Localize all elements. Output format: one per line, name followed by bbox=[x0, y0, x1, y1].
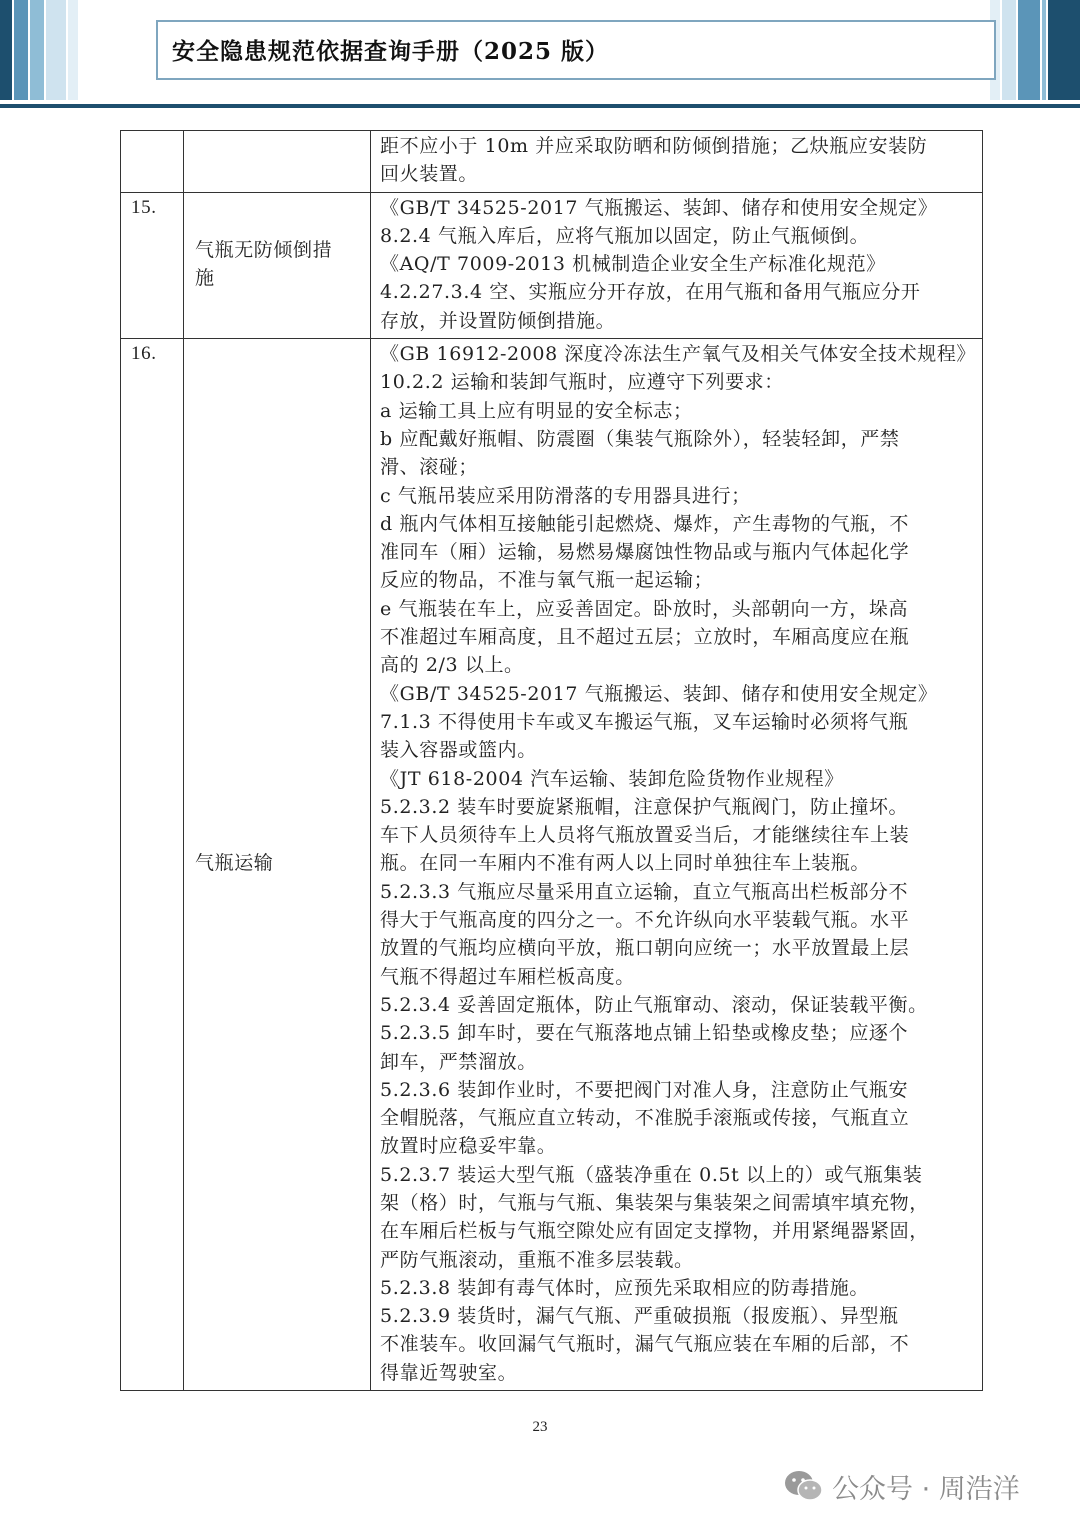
table-row bbox=[121, 192, 983, 338]
basis-line: 《AQ/T 7009-2013 机械制造企业安全生产标准化规范》 bbox=[380, 253, 886, 276]
page-title: 安全隐患规范依据查询手册（2025 版） bbox=[172, 38, 610, 65]
basis-line: a 运输工具上应有明显的安全标志； bbox=[380, 399, 693, 422]
basis-line: 准同车（厢）运输，易燃易爆腐蚀性物品或与瓶内气体起化学 bbox=[380, 541, 910, 564]
basis-line: 5.2.3.6 装卸作业时，不要把阀门对准人身，注意防止气瓶安 bbox=[380, 1078, 909, 1101]
hazard-item: 气瓶无防倾倒措施 bbox=[184, 192, 371, 338]
basis-line: 5.2.3.4 妥善固定瓶体，防止气瓶窜动、滚动，保证装载平衡。 bbox=[380, 993, 928, 1016]
basis-line: 严防气瓶滚动，重瓶不准多层装载。 bbox=[380, 1248, 694, 1271]
basis-line: 不准超过车厢高度，且不超过五层；立放时，车厢高度应在瓶 bbox=[380, 626, 910, 649]
basis-line: 放置的气瓶均应横向平放，瓶口朝向应统一；水平放置最上层 bbox=[380, 937, 910, 960]
basis-line: 《GB/T 34525-2017 气瓶搬运、装卸、储存和使用安全规定》 bbox=[380, 196, 938, 219]
basis-line: 气瓶不得超过车厢栏板高度。 bbox=[380, 965, 635, 988]
header-stripe bbox=[68, 0, 78, 100]
regulation-basis bbox=[371, 339, 983, 1391]
basis-line: b 应配戴好瓶帽、防震圈（集装气瓶除外），轻装轻卸，严禁 bbox=[380, 427, 900, 450]
basis-line: 不准装车。收回漏气气瓶时，漏气气瓶应装在车厢的后部，不 bbox=[380, 1333, 910, 1356]
row-number: 15. bbox=[121, 192, 184, 338]
basis-line: c 气瓶吊装应采用防滑落的专用器具进行； bbox=[380, 484, 751, 507]
basis-line: 卸车，严禁溜放。 bbox=[380, 1050, 537, 1073]
basis-line: 得靠近驾驶室。 bbox=[380, 1361, 518, 1384]
wechat-icon bbox=[784, 1469, 824, 1503]
basis-line: 4.2.27.3.4 空、实瓶应分开存放，在用气瓶和备用气瓶应分开 bbox=[380, 281, 921, 304]
header-rule bbox=[0, 104, 1080, 108]
header-stripe bbox=[46, 0, 66, 100]
basis-line: e 气瓶装在车上，应妥善固定。卧放时，头部朝向一方，垛高 bbox=[380, 597, 909, 620]
basis-line: 8.2.4 气瓶入库后，应将气瓶加以固定，防止气瓶倾倒。 bbox=[380, 224, 870, 247]
page-number: 23 bbox=[532, 1419, 548, 1435]
row-number: 16. bbox=[121, 339, 184, 1391]
basis-line: 瓶。在同一车厢内不准有两人以上同时单独往车上装瓶。 bbox=[380, 852, 871, 875]
basis-line: 5.2.3.2 装车时要旋紧瓶帽，注意保护气瓶阀门，防止撞坏。 bbox=[380, 795, 909, 818]
basis-line: 5.2.3.3 气瓶应尽量采用直立运输，直立气瓶高出栏板部分不 bbox=[380, 880, 909, 903]
hazard-item bbox=[184, 131, 371, 193]
basis-line: 得大于气瓶高度的四分之一。不允许纵向水平装载气瓶。水平 bbox=[380, 909, 910, 932]
header-stripe bbox=[1018, 0, 1040, 100]
basis-line: 放置时应稳妥牢靠。 bbox=[380, 1135, 557, 1158]
watermark-text: 公众号 · 周浩洋 bbox=[832, 1473, 1020, 1505]
regulation-table bbox=[120, 130, 983, 1391]
basis-line: 《GB/T 34525-2017 气瓶搬运、装卸、储存和使用安全规定》 bbox=[380, 682, 938, 705]
basis-line: 7.1.3 不得使用卡车或叉车搬运气瓶，叉车运输时必须将气瓶 bbox=[380, 710, 909, 733]
table-row bbox=[121, 131, 983, 193]
basis-line: 反应的物品，不准与氧气瓶一起运输； bbox=[380, 569, 714, 592]
basis-line: 在车厢后栏板与气瓶空隙处应有固定支撑物，并用紧绳器紧固， bbox=[380, 1220, 929, 1243]
basis-line: 5.2.3.8 装卸有毒气体时，应预先采取相应的防毒措施。 bbox=[380, 1276, 869, 1299]
basis-line: 高的 2/3 以上。 bbox=[380, 654, 524, 677]
table-row bbox=[121, 339, 983, 1391]
basis-line: 距不应小于 10m 并应采取防晒和防倾倒措施；乙炔瓶应安装防 bbox=[380, 135, 928, 157]
header-stripe bbox=[0, 0, 12, 100]
header-stripe bbox=[30, 0, 44, 100]
header-stripe bbox=[14, 0, 28, 100]
basis-line: 5.2.3.5 卸车时，要在气瓶落地点铺上铅垫或橡皮垫；应逐个 bbox=[380, 1022, 909, 1045]
basis-line: 全帽脱落，气瓶应直立转动，不准脱手滚瓶或传接，气瓶直立 bbox=[380, 1107, 910, 1130]
basis-line: 车下人员须待车上人员将气瓶放置妥当后，才能继续往车上装 bbox=[380, 824, 910, 847]
watermark bbox=[784, 1466, 1020, 1506]
basis-line: 存放，并设置防倾倒措施。 bbox=[380, 309, 616, 332]
basis-line: 架（格）时，气瓶与气瓶、集装架与集装架之间需填牢填充物， bbox=[380, 1191, 929, 1214]
basis-line: 《JT 618-2004 汽车运输、装卸危险货物作业规程》 bbox=[380, 767, 844, 790]
basis-line: 《GB 16912-2008 深度冷冻法生产氧气及相关气体安全技术规程》 bbox=[380, 343, 977, 366]
basis-line: 回火装置。 bbox=[380, 163, 479, 186]
basis-line: 10.2.2 运输和装卸气瓶时，应遵守下列要求： bbox=[380, 371, 784, 394]
header-stripe bbox=[1042, 0, 1046, 100]
basis-line: 滑、滚碰； bbox=[380, 456, 479, 479]
regulation-basis bbox=[371, 131, 983, 193]
hazard-item: 气瓶运输 bbox=[184, 339, 371, 1391]
basis-line: 5.2.3.9 装货时，漏气气瓶、严重破损瓶（报废瓶）、异型瓶 bbox=[380, 1305, 899, 1328]
basis-line: d 瓶内气体相互接触能引起燃烧、爆炸，产生毒物的气瓶，不 bbox=[380, 512, 910, 535]
header-title-box bbox=[156, 20, 996, 80]
header-stripe bbox=[1002, 0, 1016, 100]
regulation-basis bbox=[371, 192, 983, 338]
basis-line: 5.2.3.7 装运大型气瓶（盛装净重在 0.5t 以上的）或气瓶集装 bbox=[380, 1163, 923, 1186]
header-stripe bbox=[1048, 0, 1080, 100]
basis-line: 装入容器或篮内。 bbox=[380, 739, 537, 762]
row-number bbox=[121, 131, 184, 193]
